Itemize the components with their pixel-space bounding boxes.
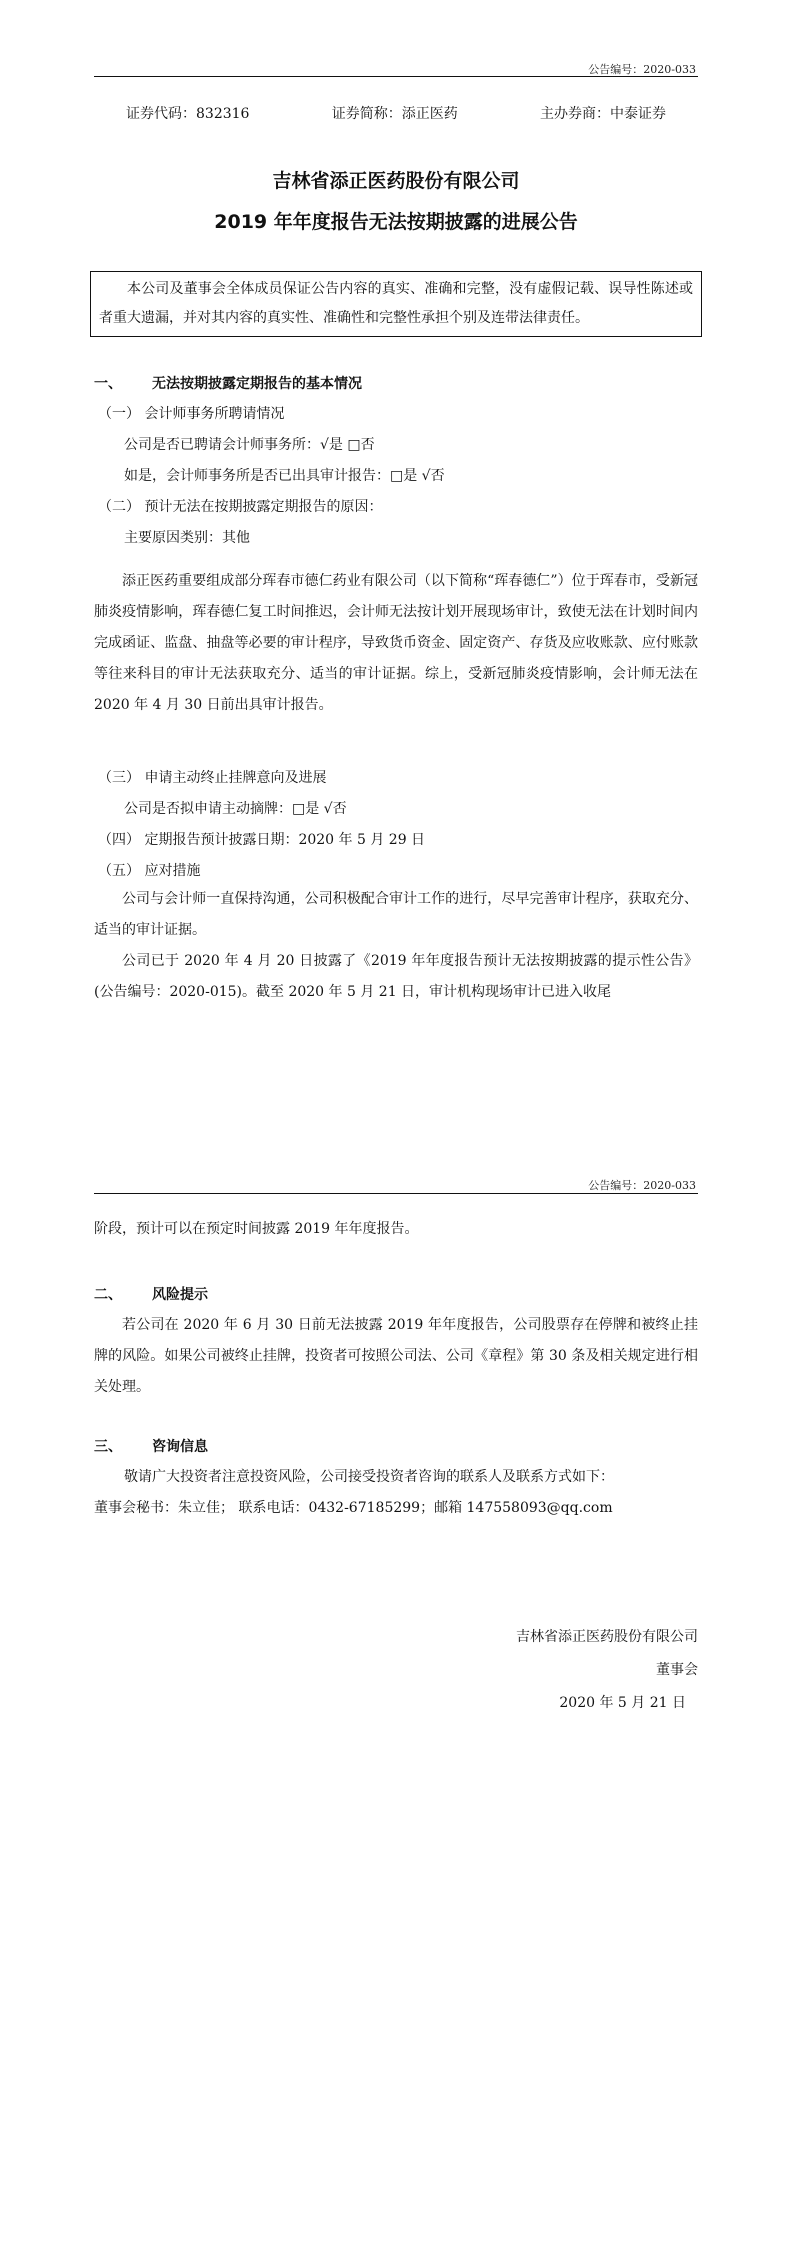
- section1-num: 一、: [94, 376, 122, 392]
- continued-text: 阶段，预计可以在预定时间披露 2019 年年度报告。: [94, 1221, 419, 1237]
- section2-title: 风险提示: [152, 1287, 208, 1303]
- lead-broker: 主办券商：中泰证券: [539, 106, 666, 122]
- section3-num: 三、: [94, 1439, 122, 1455]
- sub1-line1: 公司是否已聘请会计师事务所：√是 □否: [124, 437, 375, 453]
- sub4-heading: （四） 定期报告预计披露日期：2020 年 5 月 29 日: [98, 832, 426, 848]
- header-rule: [94, 76, 698, 77]
- sub1-heading: （一） 会计师事务所聘请情况: [98, 406, 285, 422]
- section1-title: 无法按期披露定期报告的基本情况: [152, 376, 362, 392]
- title-subject: 2019 年年度报告无法按期披露的进展公告: [214, 211, 578, 233]
- sub1-line2: 如是，会计师事务所是否已出具审计报告：□是 √否: [124, 468, 445, 484]
- security-abbr: 证券简称：添正医药: [331, 106, 458, 122]
- risk-paragraph: 若公司在 2020 年 6 月 30 日前无法披露 2019 年年度报告，公司股票存在停牌和被终止挂牌的风险。如果公司被终止挂牌，投资者可按照公司法、公司《章程》第 30 条及相关规定进行相关处理。: [94, 1317, 698, 1395]
- declaration-text: 本公司及董事会全体成员保证公告内容的真实、准确和完整，没有虚假记载、误导性陈述或者重大遗漏，并对其内容的真实性、准确性和完整性承担个别及连带法律责任。: [99, 281, 693, 326]
- signature-date: 2020 年 5 月 21 日: [559, 1695, 686, 1711]
- signature-company: 吉林省添正医药股份有限公司: [516, 1629, 698, 1645]
- contact-details: 董事会秘书：朱立佳； 联系电话：0432-67185299；邮箱 147558093@qq.com: [94, 1500, 613, 1516]
- title-company: 吉林省添正医药股份有限公司: [272, 170, 520, 192]
- reason-paragraph: 添正医药重要组成部分珲春市德仁药业有限公司（以下简称“珲春德仁”）位于珲春市，受新冠肺炎疫情影响，珲春德仁复工时间推迟，会计师无法按计划开展现场审计，致使无法在计划时间内完成函证、监盘、抽盘等必要的审计程序，导致货币资金、固定资产、存货及应收账款、应付账款等往来科目的审计无法获取充分、适当的审计证据。综上，受新冠肺炎疫情影响，会计师无法在 2020 年 4 月 30 日前出具审计报告。: [94, 573, 698, 713]
- sub2-heading: （二） 预计无法在按期披露定期报告的原因：: [98, 499, 383, 515]
- section3-title: 咨询信息: [152, 1439, 208, 1455]
- measure-paragraph-1: 公司与会计师一直保持沟通，公司积极配合审计工作的进行，尽早完善审计程序，获取充分、适当的审计证据。: [94, 891, 698, 938]
- security-meta-row: [94, 103, 698, 123]
- signature-board: 董事会: [656, 1662, 698, 1678]
- sub5-heading: （五） 应对措施: [98, 863, 201, 879]
- header-rule-page2: [94, 1193, 698, 1194]
- sub2-line1: 主要原因类别：其他: [124, 530, 250, 546]
- security-code: 证券代码：832316: [126, 106, 250, 122]
- announcement-number: 公告编号：2020-033: [588, 63, 696, 76]
- measure-paragraph-2: 公司已于 2020 年 4 月 20 日披露了《2019 年年度报告预计无法按期披露的提示性公告》(公告编号：2020-015)。截至 2020 年 5 月 21 日，审计机构现场审计已进入收尾: [94, 953, 698, 1000]
- declaration-box: [90, 271, 702, 337]
- announcement-number-page2: 公告编号：2020-033: [588, 1179, 696, 1192]
- section2-num: 二、: [94, 1287, 122, 1303]
- sub3-line1: 公司是否拟申请主动摘牌：□是 √否: [124, 801, 347, 817]
- contact-intro: 敬请广大投资者注意投资风险，公司接受投资者咨询的联系人及联系方式如下：: [124, 1469, 614, 1485]
- sub3-heading: （三） 申请主动终止挂牌意向及进展: [98, 770, 327, 786]
